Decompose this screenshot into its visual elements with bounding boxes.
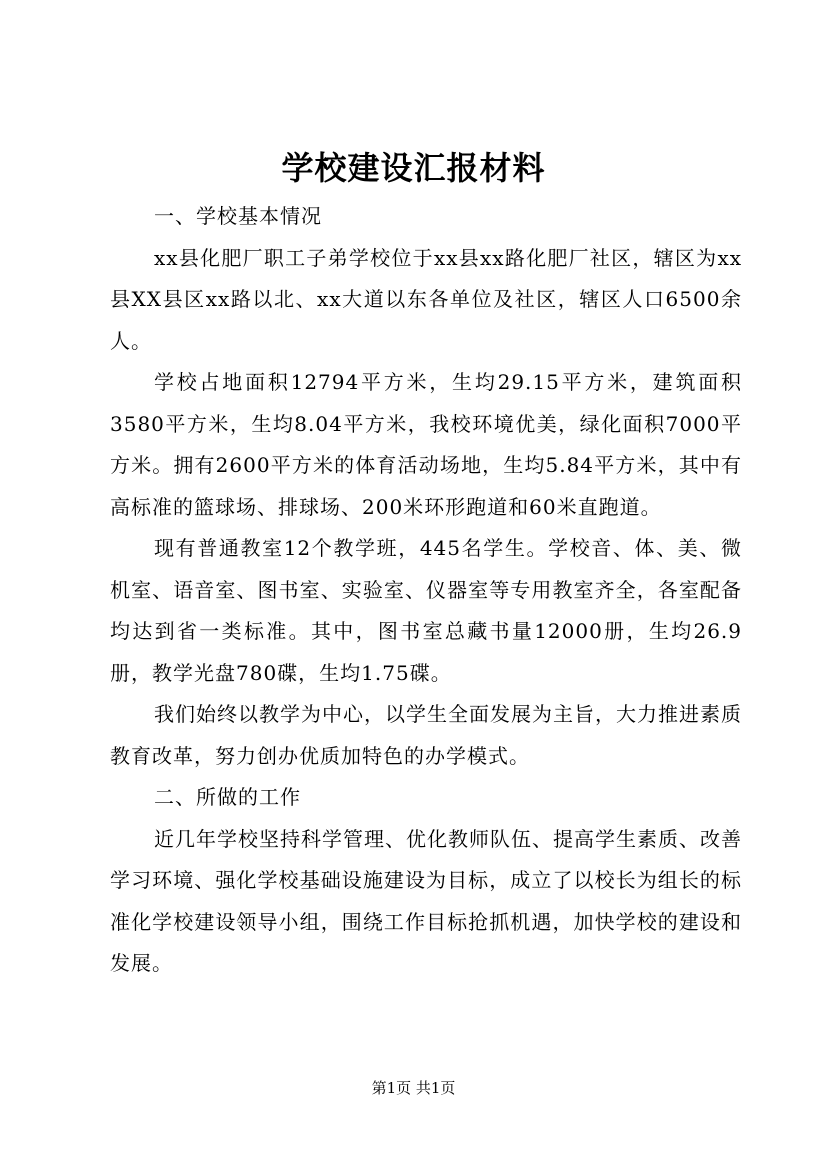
paragraph-work-summary: 近几年学校坚持科学管理、优化教师队伍、提高学生素质、改善学习环境、强化学校基础设施建设为目标，成立了以校长为组长的标准化学校建设领导小组，围绕工作目标抢抓机遇，加快学校的建设和发展。 — [110, 826, 742, 975]
paragraph-mission: 我们始终以教学为中心，以学生全面发展为主旨，大力推进素质教育改革，努力创办优质加特色的办学模式。 — [110, 702, 742, 768]
paragraph-location: xx县化肥厂职工子弟学校位于xx县xx路化肥厂社区，辖区为xx县XX县区xx路以北、xx大道以东各单位及社区，辖区人口6500余人。 — [110, 245, 742, 353]
page-number-footer: 第1页 共1页 — [371, 1079, 456, 1097]
section-heading-basic-info: 一、学校基本情况 — [154, 204, 322, 228]
paragraph-classrooms: 现有普通教室12个教学班，445名学生。学校音、体、美、微机室、语音室、图书室、实验室、仪器室等专用教室齐全，各室配备均达到省一类标准。其中，图书室总藏书量12000册，生均26.9册，教学光盘780碟，生均1.75碟。 — [110, 536, 742, 685]
paragraph-area: 学校占地面积12794平方米，生均29.15平方米，建筑面积3580平方米，生均8.04平方米，我校环境优美，绿化面积7000平方米。拥有2600平方米的体育活动场地，生均5.84平方米，其中有高标准的篮球场、排球场、200米环形跑道和60米直跑道。 — [110, 370, 742, 519]
document-title: 学校建设汇报材料 — [281, 149, 546, 187]
section-heading-work-done: 二、所做的工作 — [154, 785, 301, 809]
document-body — [110, 196, 742, 985]
